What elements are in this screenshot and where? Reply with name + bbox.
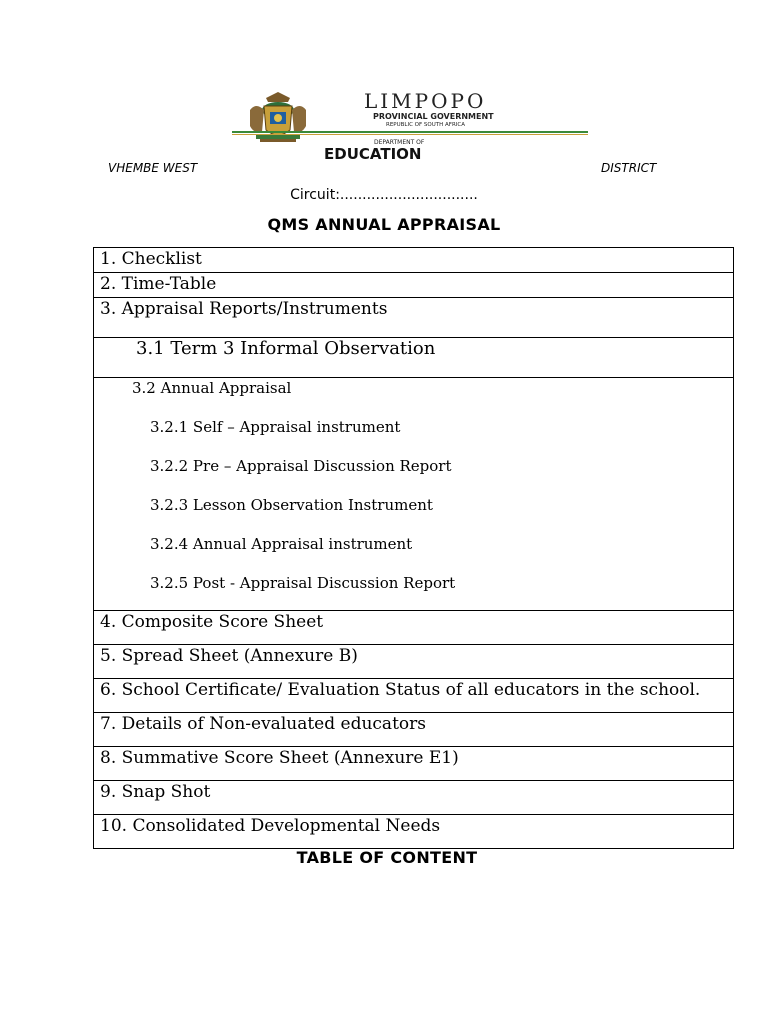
table-row bbox=[94, 298, 734, 338]
district-label: DISTRICT bbox=[601, 161, 657, 175]
toc-subitem: 3.2.1 Self – Appraisal instrument bbox=[150, 418, 401, 436]
toc-item-developmental-needs: 10. Consolidated Developmental Needs bbox=[94, 815, 734, 849]
toc-subitem: 3.2.4 Annual Appraisal instrument bbox=[150, 535, 413, 553]
table-row bbox=[94, 248, 734, 273]
circuit-line: Circuit:............................... bbox=[290, 187, 478, 203]
table-row bbox=[94, 338, 734, 378]
toc-item-time-table: 2. Time-Table bbox=[94, 273, 734, 298]
table-row bbox=[94, 273, 734, 298]
table-row bbox=[94, 781, 734, 815]
toc-item-snap-shot: 9. Snap Shot bbox=[94, 781, 734, 815]
toc-subitem: 3.2.5 Post - Appraisal Discussion Report bbox=[150, 574, 456, 592]
toc-annual-appraisal-cell bbox=[94, 378, 734, 611]
toc-item-spread-sheet: 5. Spread Sheet (Annexure B) bbox=[94, 645, 734, 679]
table-caption: TABLE OF CONTENT bbox=[296, 848, 478, 867]
table-row bbox=[94, 611, 734, 645]
toc-item-non-evaluated-educators: 7. Details of Non-evaluated educators bbox=[94, 713, 734, 747]
logo-province: LIMPOPO bbox=[364, 89, 487, 113]
toc-subitem: 3.2.3 Lesson Observation Instrument bbox=[150, 496, 433, 514]
table-row bbox=[94, 679, 734, 713]
table-row bbox=[94, 713, 734, 747]
toc-item-composite-score-sheet: 4. Composite Score Sheet bbox=[94, 611, 734, 645]
logo-government: PROVINCIAL GOVERNMENT bbox=[373, 112, 494, 121]
toc-item-appraisal-reports: 3. Appraisal Reports/Instruments bbox=[94, 298, 734, 338]
logo-republic: REPUBLIC OF SOUTH AFRICA bbox=[386, 122, 465, 128]
table-row bbox=[94, 378, 734, 611]
logo-department-of: DEPARTMENT OF bbox=[374, 139, 425, 146]
toc-item-checklist: 1. Checklist bbox=[94, 248, 734, 273]
table-of-content bbox=[93, 247, 734, 849]
district-name: VHEMBE WEST bbox=[108, 161, 198, 175]
toc-subitem: 3.2.2 Pre – Appraisal Discussion Report bbox=[150, 457, 452, 475]
toc-item-school-certificate: 6. School Certificate/ Evaluation Status of all educators in the school. bbox=[94, 679, 734, 713]
toc-item-summative-score-sheet: 8. Summative Score Sheet (Annexure E1) bbox=[94, 747, 734, 781]
logo-department: EDUCATION bbox=[324, 145, 422, 163]
table-row bbox=[94, 747, 734, 781]
page-title: QMS ANNUAL APPRAISAL bbox=[267, 215, 501, 234]
table-row bbox=[94, 815, 734, 849]
toc-item-informal-observation: 3.1 Term 3 Informal Observation bbox=[94, 338, 734, 378]
limpopo-education-logo bbox=[226, 88, 594, 166]
table-row bbox=[94, 645, 734, 679]
toc-item-annual-appraisal: 3.2 Annual Appraisal bbox=[132, 379, 292, 397]
